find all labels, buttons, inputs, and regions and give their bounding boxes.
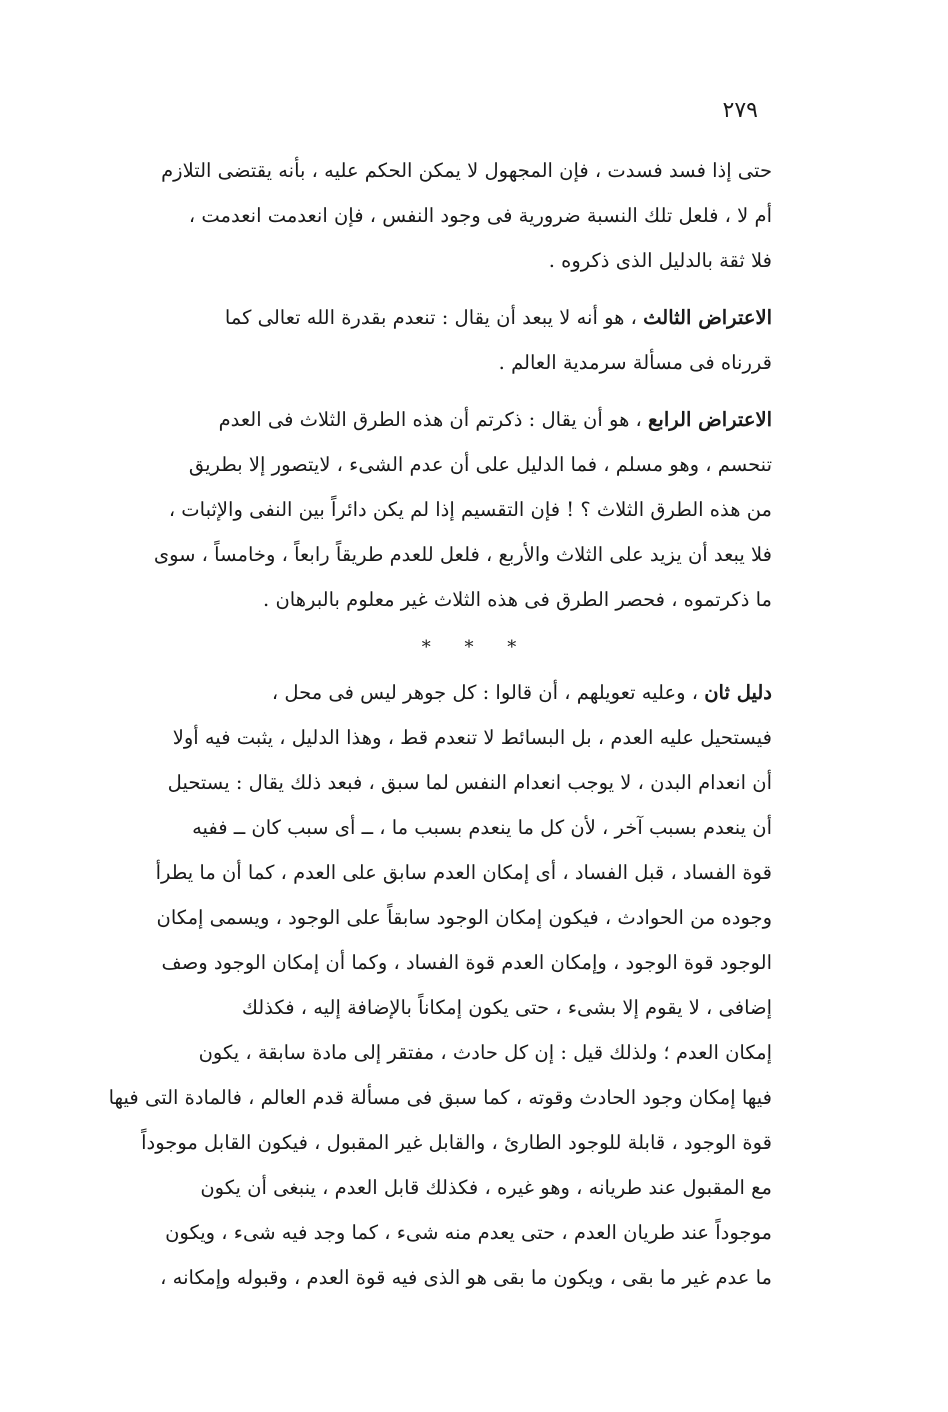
- text-line: قوة الفساد ، قبل الفساد ، أى إمكان العدم سابق على العدم ، كما أن ما يطرأ: [155, 861, 772, 884]
- text-line: أن ينعدم بسبب آخر ، لأن كل ما ينعدم بسبب ما ، ــ أى سبب كان ــ ففيه: [192, 816, 772, 839]
- text-line: [180, 397, 772, 442]
- paragraph-1: [161, 148, 772, 283]
- text-line: قررناه فى مسألة سرمدية العالم .: [498, 351, 772, 374]
- text-line: فلا ثقة بالدليل الذى ذكروه .: [548, 249, 772, 272]
- text-span: ، هو أنه لا يبعد أن يقال : تنعدم بقدرة الله تعالى كما: [224, 306, 644, 329]
- text-line: وجوده من الحوادث ، فيكون إمكان الوجود سابقاً على الوجود ، ويسمى إمكان: [156, 906, 772, 929]
- text-span: ، وعليه تعويلهم ، أن قالوا : كل جوهر ليس فى محل ،: [271, 681, 705, 704]
- text-line: فيستحيل عليه العدم ، بل البسائط لا تنعدم قط ، وهذا الدليل ، يثبت فيه أولا: [172, 726, 772, 749]
- paragraph-gap: [180, 385, 772, 397]
- text-line: ما ذكرتموه ، فحصر الطرق فى هذه الثلاث غير معلوم بالبرهان .: [263, 588, 772, 611]
- text-line: تنحسم ، وهو مسلم ، فما الدليل على أن عدم الشىء ، لايتصور إلا بطريق: [188, 453, 772, 476]
- second-proof-heading: دليل ثان: [704, 681, 772, 704]
- text-line: حتى إذا فسد فسدت ، فإن المجهول لا يمكن الحكم عليه ، بأنه يقتضى التلازم: [161, 159, 772, 182]
- text-line: فيها إمكان وجود الحادث وقوته ، كما سبق فى مسألة قدم العالم ، فالمادة التى فيها: [108, 1086, 772, 1109]
- text-line: من هذه الطرق الثلاث ؟ ! فإن التقسيم إذا لم يكن دائراً بين النفى والإثبات ،: [168, 498, 772, 521]
- paragraph-second-proof: [108, 670, 772, 1300]
- page-number: ٢٧٩: [722, 98, 758, 123]
- text-line: فلا يبعد أن يزيد على الثلاث والأربع ، فلعل للعدم طريقاً رابعاً ، وخامساً ، سوى: [153, 543, 772, 566]
- body-text: [108, 148, 772, 1300]
- text-line: مع المقبول عند طريانه ، وهو غيره ، فكذلك قابل العدم ، ينبغى أن يكون: [200, 1176, 772, 1199]
- text-line: إضافى ، لا يقوم إلا بشىء ، حتى يكون إمكاناً بالإضافة إليه ، فكذلك: [241, 996, 772, 1019]
- paragraph-gap: [180, 283, 772, 295]
- text-line: أن انعدام البدن ، لا يوجب انعدام النفس لما سبق ، فبعد ذلك يقال : يستحيل: [167, 771, 772, 794]
- text-line: [180, 295, 772, 340]
- text-span: ، هو أن يقال : ذكرتم أن هذه الطرق الثلاث فى العدم: [218, 408, 649, 431]
- paragraph-objection-4: [153, 397, 772, 622]
- text-line: موجوداً عند طريان العدم ، حتى يعدم منه شىء ، كما وجد فيه شىء ، ويكون: [165, 1221, 772, 1244]
- text-line: أم لا ، فلعل تلك النسبة ضرورية فى وجود النفس ، فإن انعدمت انعدمت ،: [188, 204, 772, 227]
- text-line: ما عدم غير ما بقى ، ويكون ما بقى هو الذى فيه قوة العدم ، وقبوله وإمكانه ،: [160, 1266, 772, 1289]
- text-line: إمكان العدم ؛ ولذلك قيل : إن كل حادث ، مفتقر إلى مادة سابقة ، يكون: [198, 1041, 772, 1064]
- objection-3-heading: الاعتراض الثالث: [643, 306, 772, 329]
- text-line: [180, 670, 772, 715]
- text-line: الوجود قوة الوجود ، وإمكان العدم قوة الفساد ، وكما أن إمكان الوجود وصف: [161, 951, 772, 974]
- text-line: قوة الوجود ، قابلة للوجود الطارئ ، والقابل غير المقبول ، فيكون القابل موجوداً: [141, 1131, 772, 1154]
- objection-4-heading: الاعتراض الرابع: [648, 408, 772, 431]
- section-separator: * * *: [421, 637, 531, 658]
- paragraph-objection-3: [180, 295, 772, 385]
